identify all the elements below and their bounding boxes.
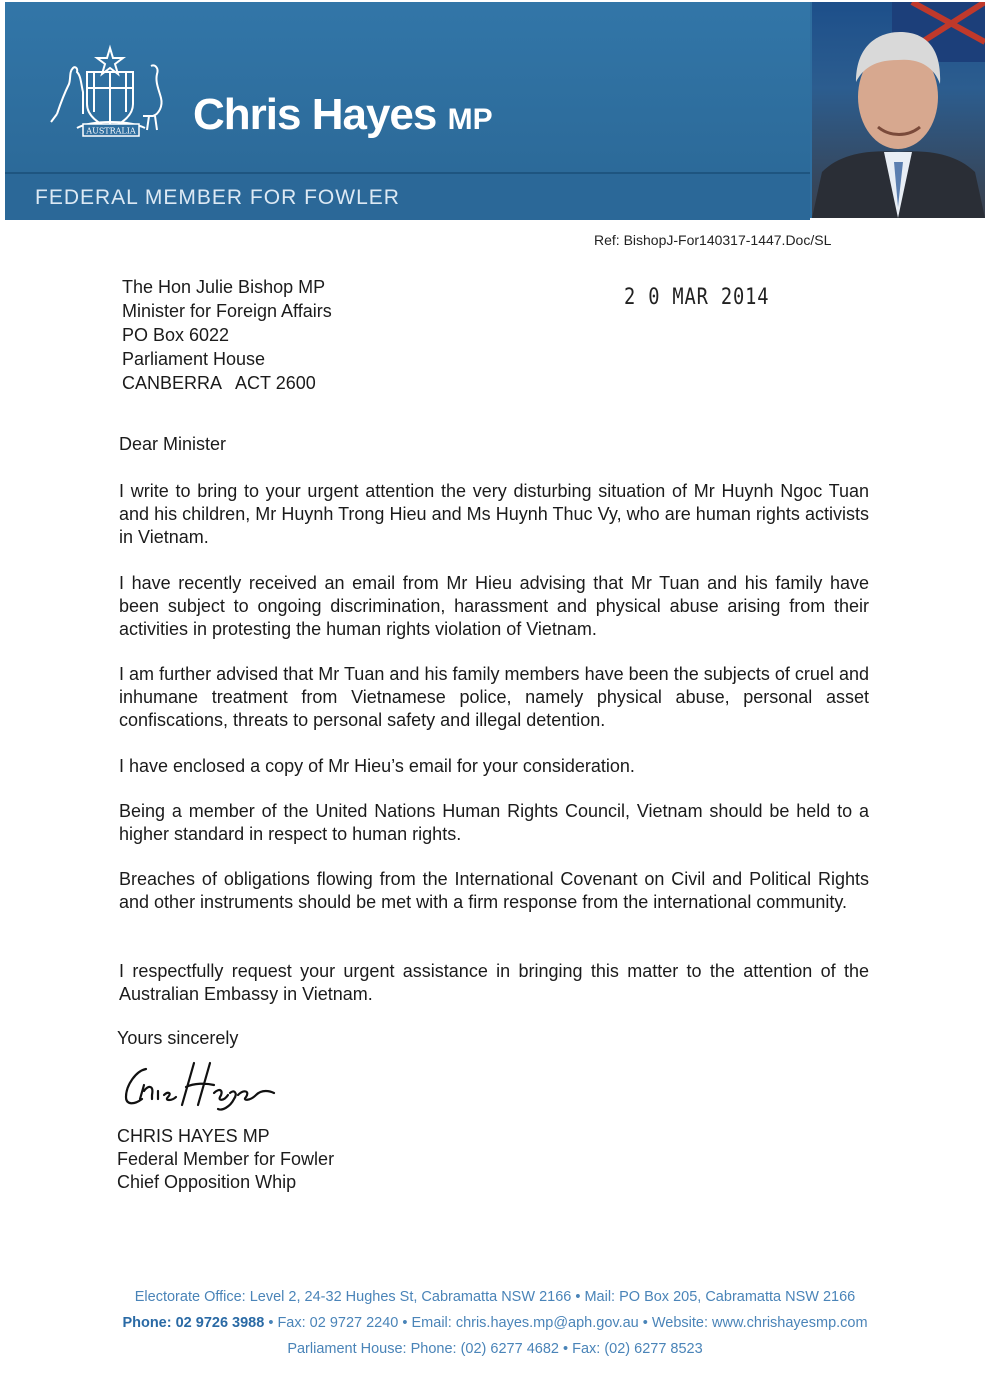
recipient-address xyxy=(122,275,332,395)
member-photo xyxy=(812,2,985,218)
banner-strip xyxy=(5,172,810,220)
letter-footer xyxy=(0,1284,990,1362)
electorate-subtitle: FEDERAL MEMBER FOR FOWLER xyxy=(35,186,400,209)
coat-of-arms-icon xyxy=(47,42,175,142)
footer-contact-rest: • Fax: 02 9727 2240 • Email: chris.hayes.mp@aph.gov.au • Website: www.chrishayesmp.com xyxy=(264,1315,868,1331)
sign-off: Yours sincerely xyxy=(117,1028,239,1048)
footer-parliament-house: Parliament House: Phone: (02) 6277 4682 • Fax: (02) 6277 8523 xyxy=(287,1341,703,1357)
recipient-line: PO Box 6022 xyxy=(122,325,230,345)
paragraph: Breaches of obligations flowing from the International Covenant on Civil and Political Rights and other instruments should be met with a firm response from the international community. xyxy=(119,869,869,912)
paragraph: I respectfully request your urgent assistance in bringing this matter to the attention of the Australian Embassy in Vietnam. xyxy=(119,961,869,1004)
member-name: Chris Hayes MP xyxy=(193,90,493,139)
recipient-line: CANBERRA ACT 2600 xyxy=(122,373,316,393)
signer-name: CHRIS HAYES MP xyxy=(117,1126,270,1146)
footer-contact xyxy=(0,1310,990,1336)
paragraph: I have enclosed a copy of Mr Hieu’s email for your consideration. xyxy=(119,756,635,776)
letterhead-banner xyxy=(5,2,985,218)
svg-text:AUSTRALIA: AUSTRALIA xyxy=(86,126,136,136)
recipient-line: Minister for Foreign Affairs xyxy=(122,301,332,321)
signer-block xyxy=(117,1125,334,1194)
footer-electorate-office: Electorate Office: Level 2, 24-32 Hughes St, Cabramatta NSW 2166 • Mail: PO Box 205, Cabramatta NSW 2166 xyxy=(134,1289,856,1305)
salutation: Dear Minister xyxy=(119,434,227,454)
signer-role: Chief Opposition Whip xyxy=(117,1172,297,1192)
handwritten-signature xyxy=(118,1055,283,1113)
signer-title: Federal Member for Fowler xyxy=(117,1149,335,1169)
recipient-line: The Hon Julie Bishop MP xyxy=(122,277,326,297)
footer-phone: Phone: 02 9726 3988 xyxy=(122,1315,265,1331)
date-stamp: 2 0 MAR 2014 xyxy=(624,285,770,310)
paragraph: I write to bring to your urgent attention the very disturbing situation of Mr Huynh Ngoc Tuan and his children, Mr Huynh Trong Hieu and Ms Huynh Thuc Vy, who are human rights activists in Vietnam. xyxy=(119,481,869,547)
paragraph: I am further advised that Mr Tuan and his family members have been the subjects of cruel and inhumane treatment from Vietnamese police, namely physical abuse, personal asset confiscations, threats to personal safety and illegal detention. xyxy=(119,664,869,730)
reference-number: Ref: BishopJ-For140317-1447.Doc/SL xyxy=(594,232,832,248)
banner-main xyxy=(5,2,810,172)
paragraph: Being a member of the United Nations Human Rights Council, Vietnam should be held to a higher standard in respect to human rights. xyxy=(119,801,869,844)
recipient-line: Parliament House xyxy=(122,349,266,369)
paragraph: I have recently received an email from Mr Hieu advising that Mr Tuan and his family have been subject to ongoing discrimination, harassment and physical abuse arising from their activities in protesting the human rights violation of Vietnam. xyxy=(119,573,869,639)
